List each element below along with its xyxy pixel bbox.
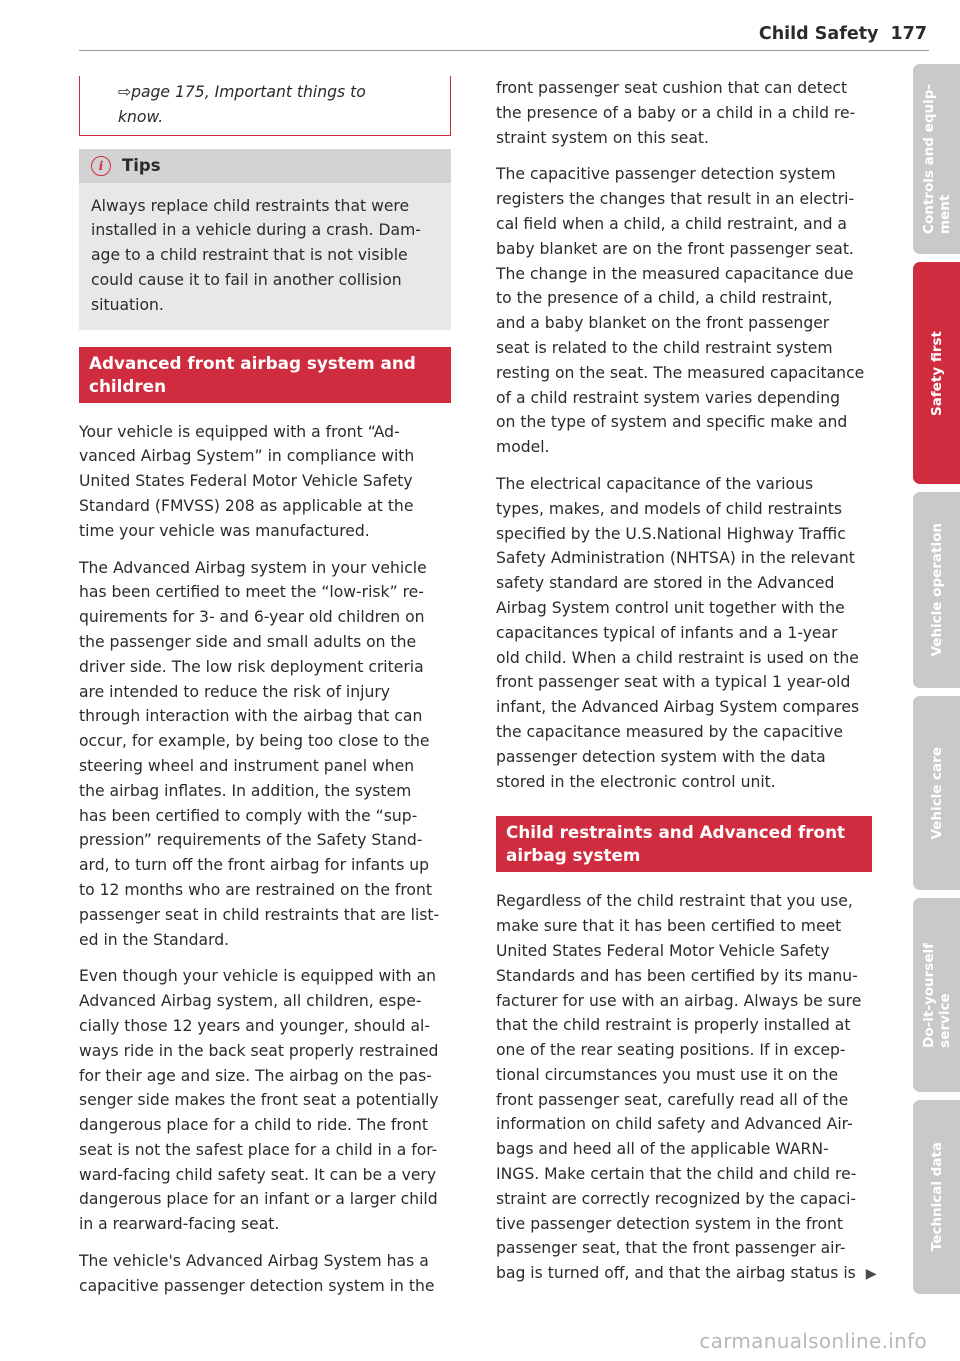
text-line: passenger seat, that the front passenger air- [496,1239,846,1258]
text-line: cially those 12 years and younger, should al- [79,1016,430,1035]
tab-label [929,747,945,840]
text-line-with-continue [496,1261,877,1287]
text-line: front passenger seat with a typical 1 year-old [496,673,851,692]
text-line: on the type of system and specific make and [496,413,848,432]
paragraph [79,1249,451,1299]
info-circle-icon: i [91,156,111,176]
section-heading-line: Child restraints and Advanced front [506,822,846,843]
text-line: Your vehicle is equipped with a front “Ad- [79,422,400,441]
left-column [79,76,451,1311]
text-line: vanced Airbag System” in compliance with [79,447,415,466]
text-line: ways ride in the back seat properly restrained [79,1041,439,1060]
paragraph [496,76,872,150]
reference-line: ⇨page 175, Important things to [118,83,366,101]
text-line: seat is related to the child restraint system [496,338,833,357]
text-line: The vehicle's Advanced Airbag System has a [79,1252,429,1271]
text-line: INGS. Make certain that the child and child re- [496,1165,857,1184]
text-line: specified by the U.S.National Highway Traffic [496,524,846,543]
tab-label-line: Vehicle operation [928,523,945,657]
tab-vehicle-operation[interactable] [913,492,960,688]
text-line: and a baby blanket on the front passenger [496,314,830,333]
continue-arrow-icon[interactable]: ▶ [865,1266,877,1283]
text-line: Airbag System control unit together with the [496,598,845,617]
tips-line: situation. [91,295,164,314]
text-line: United States Federal Motor Vehicle Safety [496,941,830,960]
reference-line: know. [118,107,164,126]
tab-controls-and-equipment[interactable] [913,64,960,254]
page-number: 177 [890,24,927,44]
text-line: of a child restraint system varies depending [496,388,841,407]
text-line: ward-facing child safety seat. It can be a very [79,1165,437,1184]
text-line: to the presence of a child, a child restraint, [496,289,833,308]
text-line: steering wheel and instrument panel when [79,756,415,775]
tab-label-line: ment [936,194,953,234]
text-line: facturer for use with an airbag. Always be sure [496,991,862,1010]
text-line: dangerous place for a child to ride. The front [79,1116,429,1135]
text-line: straint are correctly recognized by the capaci- [496,1189,857,1208]
text-line: quirements for 3- and 6-year old children on [79,608,425,627]
text-line: front passenger seat, carefully read all of the [496,1090,849,1109]
tips-header [79,149,451,183]
section-heading [79,347,451,403]
tips-title: Tips [122,156,161,176]
text-line: baby blanket are on the front passenger seat. [496,239,854,258]
section-heading-line: children [89,375,167,396]
text-line: are intended to reduce the risk of injury [79,682,390,701]
text-line: senger side makes the front seat a potentially [79,1091,439,1110]
text-line: has been certified to comply with the “sup- [79,806,418,825]
text-line: for their age and size. The airbag on the pas- [79,1066,432,1085]
text-line: one of the rear seating positions. If in excep- [496,1041,846,1060]
text-line: to 12 months who are restrained on the front [79,880,432,899]
section-heading [496,816,872,872]
text-line: resting on the seat. The measured capacitance [496,363,865,382]
right-column [496,76,877,1299]
footer-watermark: carmanualsonline.info [699,1329,927,1353]
section-title: Child Safety [758,24,879,44]
text-line: in a rearward-facing seat. [79,1215,280,1234]
text-line: United States Federal Motor Vehicle Safety [79,472,413,491]
text-line: The capacitive passenger detection system [496,165,836,184]
tab-label-line: Controls and equip- [920,84,937,234]
text-line: Even though your vehicle is equipped with an [79,967,437,986]
text-line: the airbag inflates. In addition, the system [79,781,412,800]
text-line: information on child safety and Advanced Air- [496,1115,853,1134]
tab-label [929,523,945,656]
text-line: time your vehicle was manufactured. [79,521,370,540]
tab-label [921,84,953,234]
text-line: The electrical capacitance of the various [496,474,814,493]
text-line: that the child restraint is properly installed at [496,1016,851,1035]
tips-line: could cause it to fail in another collision [91,270,402,289]
paragraph [79,964,451,1237]
text-line: types, makes, and models of child restraints [496,499,842,518]
text-line: dangerous place for an infant or a larger child [79,1190,438,1209]
text-line: infant, the Advanced Airbag System compares [496,698,860,717]
text-line: Standard (FMVSS) 208 as applicable at the [79,496,414,515]
tab-label-line: Do-it-yourself [920,942,937,1048]
tips-line: age to a child restraint that is not visible [91,246,408,265]
text-line: stored in the electronic control unit. [496,772,776,791]
tab-label [921,943,953,1048]
text-line: registers the changes that result in an electri- [496,190,855,209]
text-line: bag is turned off, and that the airbag status is [496,1264,856,1283]
paragraph [79,420,451,544]
tab-label-line: Vehicle care [928,746,945,840]
text-line: seat is not the safest place for a child in a for- [79,1140,438,1159]
text-line: passenger detection system with the data [496,747,826,766]
text-line: cal field when a child, a child restraint, and a [496,214,847,233]
text-line: occur, for example, by being too close to the [79,732,430,751]
text-line: The change in the measured capacitance due [496,264,854,283]
text-line: Safety Administration (NHTSA) in the relevant [496,549,855,568]
text-line: Advanced Airbag system, all children, espe- [79,992,422,1011]
text-line: tive passenger detection system in the front [496,1214,844,1233]
text-line: front passenger seat cushion that can detect [496,79,848,97]
tips-line: installed in a vehicle during a crash. Dam- [91,221,421,240]
tips-box [79,149,451,330]
tab-label [929,331,945,416]
text-line: Regardless of the child restraint that you use, [496,892,853,911]
text-line: The Advanced Airbag system in your vehicle [79,558,427,577]
text-line: passenger seat in child restraints that are list- [79,905,440,924]
tab-vehicle-care[interactable] [913,696,960,890]
text-line: old child. When a child restraint is used on the [496,648,859,667]
paragraph [496,889,877,1287]
paragraph [79,556,451,953]
tab-safety-first[interactable] [913,262,960,484]
header-rule [79,50,929,51]
text-line: Standards and has been certified by its manu- [496,966,858,985]
text-line: the presence of a baby or a child in a child re- [496,103,856,122]
text-line: the capacitance measured by the capacitive [496,722,843,741]
text-line: through interaction with the airbag that can [79,707,423,726]
text-line: ed in the Standard. [79,930,230,949]
text-line: straint system on this seat. [496,128,709,147]
tab-do-it-yourself-service[interactable] [913,898,960,1092]
text-line: bags and heed all of the applicable WARN- [496,1140,829,1159]
text-line: make sure that it has been certified to meet [496,917,842,936]
tips-line: Always replace child restraints that were [91,196,410,215]
tab-label-line: service [936,992,953,1048]
tips-body [79,183,451,330]
text-line: pression” requirements of the Safety Stand- [79,831,423,850]
text-line: the passenger side and small adults on the [79,632,417,651]
paragraph [496,162,872,460]
text-line: safety standard are stored in the Advanced [496,574,835,593]
page-header [759,24,927,44]
tab-label [929,1142,945,1251]
tab-label-line: Technical data [928,1142,945,1252]
text-line: has been certified to meet the “low-risk” re- [79,583,424,602]
chapter-tabs [913,0,960,1361]
tab-technical-data[interactable] [913,1100,960,1294]
text-line: driver side. The low risk deployment criteria [79,657,424,676]
text-line: capacitances typical of infants and a 1-year [496,623,838,642]
text-line: ard, to turn off the front airbag for infants up [79,856,430,875]
page-reference[interactable] [79,76,451,136]
text-line: capacitive passenger detection system in the [79,1276,435,1295]
text-line: model. [496,438,550,457]
text-line: tional circumstances you must use it on the [496,1065,839,1084]
tab-label-line: Safety first [928,330,945,416]
section-heading-line: Advanced front airbag system and [89,352,416,373]
paragraph [496,472,872,794]
section-heading-line: airbag system [506,845,641,866]
